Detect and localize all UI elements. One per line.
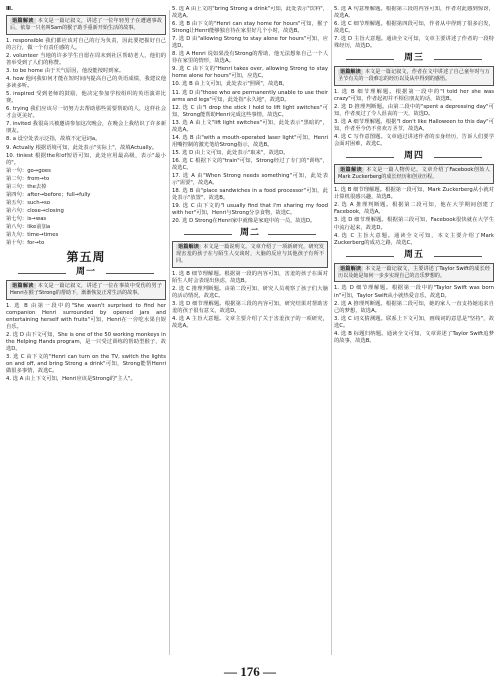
answer-item: 3. 选 D 细节理解题。根据第三段的内容可知，研究结果对帮助害羞的孩子很有意义，故选D。 bbox=[172, 301, 328, 315]
answer-item: 19. 选 C 由下文的"I usually find that I'm sharing my food with her"可知，Henri与Strong分享食物，故选C。 bbox=[172, 203, 328, 217]
column-divider bbox=[169, 10, 170, 655]
answer-item: 14. 选 B 由"with a mouth-operated laser light"可知，Henri用嘴控制的激光笔给Strong指示，故选B。 bbox=[172, 134, 328, 148]
answer-item: 4. 选 A 主旨大意题。文章主要介绍了关于害羞孩子的一项研究，故选A。 bbox=[172, 316, 328, 330]
correction-item: 第四句：after→before；full→fully bbox=[6, 191, 91, 198]
passage-summary-box bbox=[6, 15, 166, 35]
answer-item: 8. a 设空处表示泛指，故填不定冠词a。 bbox=[6, 136, 101, 143]
passage-summary-label: 语篇解读 bbox=[12, 283, 34, 290]
answer-item: 12. 选 C 由"I drop the stick I hold to lift light switches"可知，Strong能帮助Henri完成这些事情，故选C。 bbox=[172, 104, 328, 118]
answer-item: 16. 选 C 根据下文的"train"可知，Strong经过了专门的"训练"，故选C。 bbox=[172, 157, 328, 171]
answer-item: 2. volunteer 当地的许多学生自愿在周末到社区帮助老人，他们的善举受到了人们的称赞。 bbox=[6, 52, 166, 66]
answer-item: 18. 选 B 由"place sandwiches in a food processor"可知，此处表示"放置"，故选B。 bbox=[172, 188, 328, 202]
answer-item: 3. 选 A 细节理解题。根据"I don't like Halloween to this day"可知，作者至今仍不喜欢万圣节，故选A。 bbox=[334, 119, 494, 133]
passage-summary-box bbox=[334, 164, 494, 184]
answer-item: 5. 选 A 由上文的"bring Strong a drink"可知，此处表示"饮料"，故选A。 bbox=[172, 6, 328, 20]
answer-item: 3. 选 C 由下文的"Henri can turn on the TV, switch the lights on and off, and bring Strong a drink"可知，Strong能帮Henri做很多事情，故选C。 bbox=[6, 354, 166, 375]
passage-summary-label: 语篇解读 bbox=[178, 244, 200, 251]
day-heading-thu: 周四 bbox=[334, 151, 494, 162]
column-middle bbox=[172, 6, 328, 656]
section-marker: Ⅲ. bbox=[6, 6, 14, 12]
answer-item: 2. 选 D 由下文可知，She is one of the 50 working monkeys in the Helping Hands program，是一只受过训练的帮助型猴子，故选D。 bbox=[6, 332, 166, 353]
day-heading-mon: 周一 bbox=[6, 267, 166, 278]
answer-item: 1. 选 B 细节理解题。根据第一段的内容可知，害羞的孩子在面对陌生人时会表现出焦虑，故选B。 bbox=[172, 271, 328, 285]
passage-summary-text: 本文是一篇人物传记。文章介绍了Facebook创始人Mark Zuckerberg的成长经历和创业历程。 bbox=[338, 167, 490, 181]
passage-summary-text: 本文是一篇记叙文，讲述了一位年轻男子在遭遇事故后，依靠一只名叫Sam的猴子助手重新开始生活的故事。 bbox=[10, 18, 162, 31]
answer-item: 2. 选 D 推理判断题。由第二段中的"spent a depressing day"可知，作者度过了令人沮丧的一天，故选D。 bbox=[334, 104, 494, 118]
correction-item: 第五句：such→so bbox=[6, 199, 51, 206]
answer-item: 4. 选 A 由上下文可知，Henri应该是Strong的"主人"。 bbox=[6, 376, 136, 383]
day-heading-wed: 周三 bbox=[334, 53, 494, 64]
answer-item: 7. 选 D 由"allowing Strong to stay alone for hours"可知，应选D。 bbox=[172, 36, 328, 50]
answer-item: 6. 选 C 细节理解题。根据第四段可知，作者从中得到了很多启发，故选C。 bbox=[334, 21, 494, 35]
passage-summary-text: 本文是一篇记叙文，作者在文中讲述了自己童年时与万圣节有关的一段难忘的经历以及从中得到的感悟。 bbox=[338, 69, 490, 83]
answer-item: 1. 选 D 细节理解题。根据第一段中的"Taylor Swift was born in"可知，Taylor Swift从小就热爱音乐，故选D。 bbox=[334, 285, 494, 299]
correction-item: 第九句：time→times bbox=[6, 232, 59, 239]
passage-summary-box bbox=[334, 66, 494, 86]
page-number: — 176 — bbox=[224, 664, 276, 679]
answer-item: 9. 选 C 由下文的"Henri takes over, allowing Strong to stay home alone for hours"可知，应选C。 bbox=[172, 66, 328, 80]
answer-item: 1. 选 B 细节理解题。根据第一段中的"I told her she was crazy"可知，作者起初并不相信朋友的话，故选B。 bbox=[334, 89, 494, 103]
correction-item: 第七句：is→was bbox=[6, 215, 47, 222]
column-divider bbox=[331, 10, 332, 655]
answer-item: 15. 选 D 由上文可知，此处表示"取来"，故选D。 bbox=[172, 149, 289, 156]
answer-item: 17. 选 A 由"When Strong needs something"可知，此处表示"需要"，故选A。 bbox=[172, 173, 328, 187]
answer-item: 20. 选 D Strong在Henri家中就像是家庭中的一员，故选D。 bbox=[172, 218, 316, 225]
answer-item: 4. 选 C 写作意图题。文章通过讲述作者的亲身经历，告诉人们要学会面对困难，故选C。 bbox=[334, 134, 494, 148]
answer-item: 7. 选 D 主旨大意题。通读全文可知，文章主要讲述了作者的一段特殊经历，故选D。 bbox=[334, 36, 494, 50]
answer-page bbox=[6, 6, 494, 661]
answer-item: 6. 选 B 由下文的"Henri can stay home for hours"可知，猴子Strong让Henri能够独自待在家里好几个小时，故选B。 bbox=[172, 21, 328, 35]
passage-summary-label: 语篇解读 bbox=[340, 265, 362, 272]
answer-item: 1. 选 B 细节理解题。根据第一段可知，Mark Zuckerberg从小就对计算机很感兴趣，故选B。 bbox=[334, 187, 494, 201]
correction-item: 第一句：go→goes bbox=[6, 167, 51, 174]
correction-item: 第十句：for→to bbox=[6, 240, 45, 247]
correction-item: 第二句：from→to bbox=[6, 175, 50, 182]
answer-item: 3. to be home 由于天气原因，他没能按时到家。 bbox=[6, 68, 125, 75]
passage-summary-box bbox=[172, 241, 328, 268]
answer-item: 10. tiniest 根据the和of短语可知，此处应用最高级，表示"最小的"。 bbox=[6, 152, 166, 166]
passage-summary-label: 语篇解读 bbox=[12, 18, 34, 25]
answer-item: 4. 选 C 主旨大意题。通读全文可知，本文主要介绍了Mark Zuckerberg的成功之路，故选C。 bbox=[334, 232, 494, 246]
answer-item: 2. 选 C 推理判断题。由第二段可知，研究人员观察了孩子们大脑的活动情况，故选C。 bbox=[172, 286, 328, 300]
answer-item: 5. inspired 受到老师的鼓励，他决定参加学校组织的英语演讲比赛。 bbox=[6, 91, 166, 105]
answer-item: 9. Actually 根据语境可知，此处表示"实际上"，故填Actually。 bbox=[6, 144, 158, 151]
passage-summary-box bbox=[334, 263, 494, 283]
correction-item: 第六句：close→closing bbox=[6, 207, 64, 214]
passage-summary-label: 语篇解读 bbox=[340, 167, 363, 174]
day-heading-tue: 周二 bbox=[172, 228, 328, 239]
answer-item: 3. 选 D 细节理解题。根据第三段可知，Facebook很快就在大学生中流行起来，故选D。 bbox=[334, 217, 494, 231]
passage-summary-label: 语篇解读 bbox=[340, 69, 361, 76]
column-right bbox=[334, 6, 494, 656]
correction-item: 第三句：the去掉 bbox=[6, 183, 47, 190]
answer-item: 5. 选 A 句意理解题。根据第三段的内容可知，作者对此感到惊讶，故选A。 bbox=[334, 6, 494, 20]
answer-item: 2. 选 A 推理判断题。根据第二段可知，她的家人一直支持她追求自己的梦想，故选A。 bbox=[334, 300, 494, 314]
passage-summary-text: 本文是一篇说明文。文章介绍了一项新研究，研究发现害羞的孩子在与陌生人交谈时，大脑的反应与其他孩子有所不同。 bbox=[176, 244, 324, 265]
answer-item: 6. trying 我们应该尽一切努力去帮助那些需要帮助的人，这样社会才会更美好。 bbox=[6, 106, 166, 120]
answer-item: 2. 选 A 推理判断题。根据第二段可知，他在大学期间创建了Facebook，故选A。 bbox=[334, 202, 494, 216]
answer-item: 4. how 他问我如何才能在短时间内提高自己的英语成绩，我建议他多读多听。 bbox=[6, 76, 166, 90]
answer-item: 13. 选 A 由上文"lift light switches"可知，此处表示"黑暗的"，故选A。 bbox=[172, 119, 328, 133]
day-heading-fri: 周五 bbox=[334, 250, 494, 261]
answer-item: 11. 选 D 由"those who are permanently unable to use their arms and legs"可知，此处指"永久地"，故选D。 bbox=[172, 89, 328, 103]
passage-summary-text: 本文是一篇记叙文，讲述了一位在事故中受伤的男子Henri在猴子Strong的帮助下，渐渐恢复正常生活的故事。 bbox=[10, 283, 162, 297]
correction-item: 第八句：like前加a bbox=[6, 223, 51, 230]
passage-summary-box bbox=[6, 280, 166, 300]
column-left bbox=[6, 6, 166, 656]
passage-summary-text: 本文是一篇记叙文，主要讲述了Taylor Swift的成长经历以及她是如何一步步实现自己的音乐梦想的。 bbox=[338, 265, 490, 279]
answer-item: 3. 选 C 词义猜测题。联系上下文可知，画线词的意思是"坚持"，故选C。 bbox=[334, 315, 494, 329]
week-heading: 第五周 bbox=[66, 250, 106, 265]
answer-item: 4. 选 B 标题归纳题。通读全文可知，文章讲述了Taylor Swift追梦的故事，故选B。 bbox=[334, 330, 494, 344]
answer-item: 8. 选 A Henri 说如果没有Strong的帮助，他无法想象自己一个人待在家里的情形，故选A。 bbox=[172, 51, 328, 65]
answer-item: 1. 选 B 由第一段中的"She wasn't surprised to find her companion Henri surrounded by opened jars and entertaining herself with fruits"可知，Henri在一旁吃水果自娱自乐。 bbox=[6, 302, 166, 331]
answer-item: 10. 选 B 由上文可知，此处表示"照顾"，故选B。 bbox=[172, 81, 288, 88]
answer-item: 1. responsible 我们都应该对自己的行为负责，因此要把握好自己的言行，做一个有责任感的人。 bbox=[6, 37, 166, 51]
answer-item: 7. invited 我很高兴被邀请参加这次晚会，在晚会上我结识了许多新朋友。 bbox=[6, 121, 166, 135]
